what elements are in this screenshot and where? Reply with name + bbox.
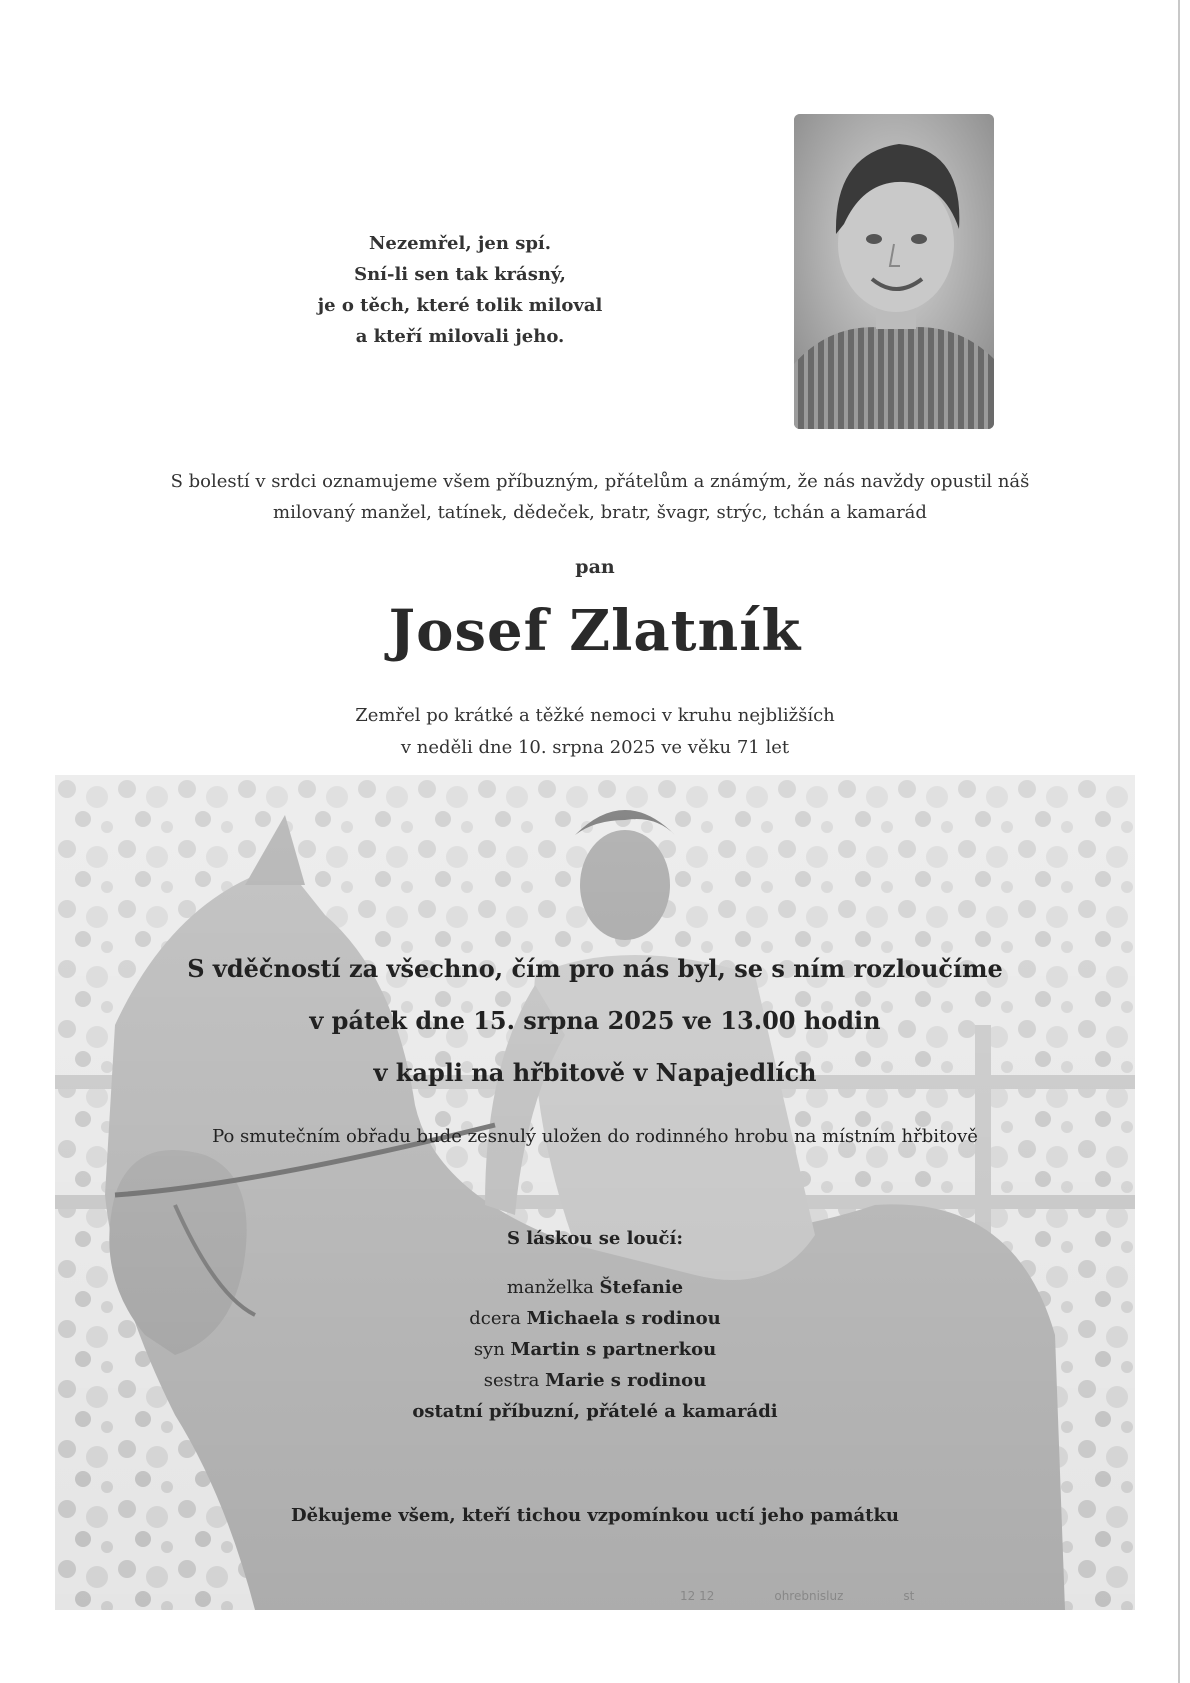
farewell-line: v pátek dne 15. srpna 2025 ve 13.00 hodin bbox=[309, 1006, 881, 1035]
death-notice bbox=[0, 700, 1190, 764]
verse-line: Nezemřel, jen spí. bbox=[368, 233, 552, 254]
mourner-name: Michaela s rodinou bbox=[526, 1308, 721, 1329]
verse bbox=[260, 228, 660, 352]
mourner-name: Martin s partnerkou bbox=[510, 1339, 717, 1360]
mourner-name: Štefanie bbox=[599, 1277, 684, 1298]
horse-rider-photo-icon bbox=[55, 775, 1135, 1610]
death-notice-line: v neděli dne 10. srpna 2025 ve věku 71 let bbox=[400, 737, 790, 758]
mourner-relation: dcera bbox=[469, 1308, 521, 1329]
verse-line: Sní-li sen tak krásný, bbox=[354, 264, 566, 285]
deceased-name: Josef Zlatník bbox=[388, 598, 802, 664]
footer-suffix: st bbox=[903, 1589, 915, 1603]
announcement-line: milovaný manžel, tatínek, dědeček, bratr, švagr, strýc, tchán a kamarád bbox=[273, 502, 927, 523]
verse-line: a kteří milovali jeho. bbox=[355, 326, 565, 347]
mourner-name: Marie s rodinou bbox=[545, 1370, 707, 1391]
thanks-note: Děkujeme všem, kteří tichou vzpomínkou uctí jeho památku bbox=[290, 1505, 900, 1526]
mourner-name: ostatní příbuzní, přátelé a kamarádi bbox=[412, 1401, 778, 1422]
mourner-relation: sestra bbox=[483, 1370, 540, 1391]
mourner-relation: syn bbox=[473, 1339, 505, 1360]
announcement bbox=[120, 466, 1080, 528]
portrait-photo-icon bbox=[794, 114, 994, 429]
ceremony-note: Po smutečním obřadu bude zesnulý uložen do rodinného hrobu na místním hřbitově bbox=[212, 1126, 978, 1147]
footer-code: 12 12 bbox=[680, 1589, 715, 1603]
honorific: pan bbox=[575, 556, 615, 578]
page-edge-divider bbox=[1178, 0, 1180, 1683]
farewell-line: v kapli na hřbitově v Napajedlích bbox=[373, 1058, 817, 1087]
death-notice-line: Zemřel po krátké a těžké nemoci v kruhu nejbližších bbox=[355, 705, 835, 726]
verse-line: je o těch, které tolik miloval bbox=[317, 295, 603, 316]
mourners-heading: S láskou se loučí: bbox=[507, 1228, 683, 1249]
footer-text: ohrebnisluz bbox=[774, 1589, 844, 1603]
farewell-line: S vděčností za všechno, čím pro nás byl, se s ním rozloučíme bbox=[187, 954, 1003, 983]
announcement-line: S bolestí v srdci oznamujeme všem příbuzným, přátelům a známým, že nás navždy opustil náš bbox=[170, 471, 1030, 492]
mourner-relation: manželka bbox=[506, 1277, 594, 1298]
